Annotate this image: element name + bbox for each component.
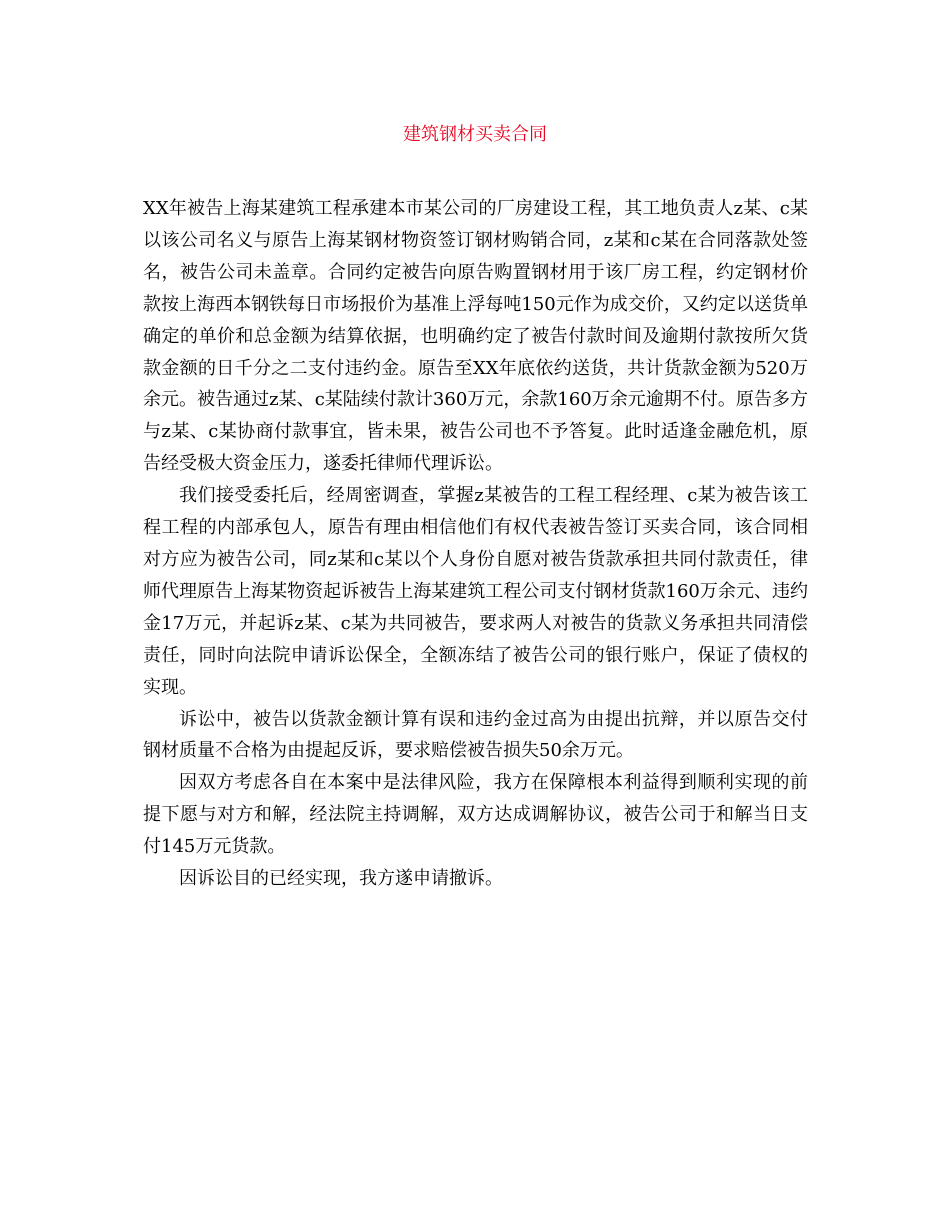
paragraph-1: XX年被告上海某建筑工程承建本市某公司的厂房建设工程，其工地负责人z某、c某以该公司名义与原告上海某钢材物资签订钢材购销合同，z某和c某在合同落款处签名，被告公司未盖章。合同约定被告向原告购置钢材用于该厂房工程，约定钢材价款按上海西本钢铁每日市场报价为基准上浮每吨150元作为成交价，又约定以送货单确定的单价和总金额为结算依据，也明确约定了被告付款时间及逾期付款按所欠货款金额的日千分之二支付违约金。原告至XX年底依约送货，共计货款金额为520万余元。被告通过z某、c某陆续付款计360万元，余款160万余元逾期不付。原告多方与z某、c某协商付款事宜，皆未果，被告公司也不予答复。此时适逢金融危机，原告经受极大资金压力，遂委托律师代理诉讼。 (143, 198, 808, 475)
document-title: 建筑钢材买卖合同 (403, 124, 547, 145)
paragraph-5: 因诉讼目的已经实现，我方遂申请撤诉。 (179, 868, 503, 890)
paragraph-2: 我们接受委托后，经周密调查，掌握z某被告的工程工程经理、c某为被告该工程工程的内部承包人，原告有理由相信他们有权代表被告签订买卖合同，该合同相对方应为被告公司，同z某和c某以个人身份自愿对被告货款承担共同付款责任，律师代理原告上海某物资起诉被告上海某建筑工程公司支付钢材货款160万余元、违约金17万元，并起诉z某、c某为共同被告，要求两人对被告的货款义务承担共同清偿责任，同时向法院申请诉讼保全，全额冻结了被告公司的银行账户，保证了债权的实现。 (143, 485, 808, 698)
document-body (143, 193, 808, 895)
paragraph-4: 因双方考虑各自在本案中是法律风险，我方在保障根本利益得到顺利实现的前提下愿与对方和解，经法院主持调解，双方达成调解协议，被告公司于和解当日支付145万元货款。 (143, 772, 808, 858)
paragraph-3: 诉讼中，被告以货款金额计算有误和违约金过高为由提出抗辩，并以原告交付钢材质量不合格为由提起反诉，要求赔偿被告损失50余万元。 (143, 708, 808, 762)
